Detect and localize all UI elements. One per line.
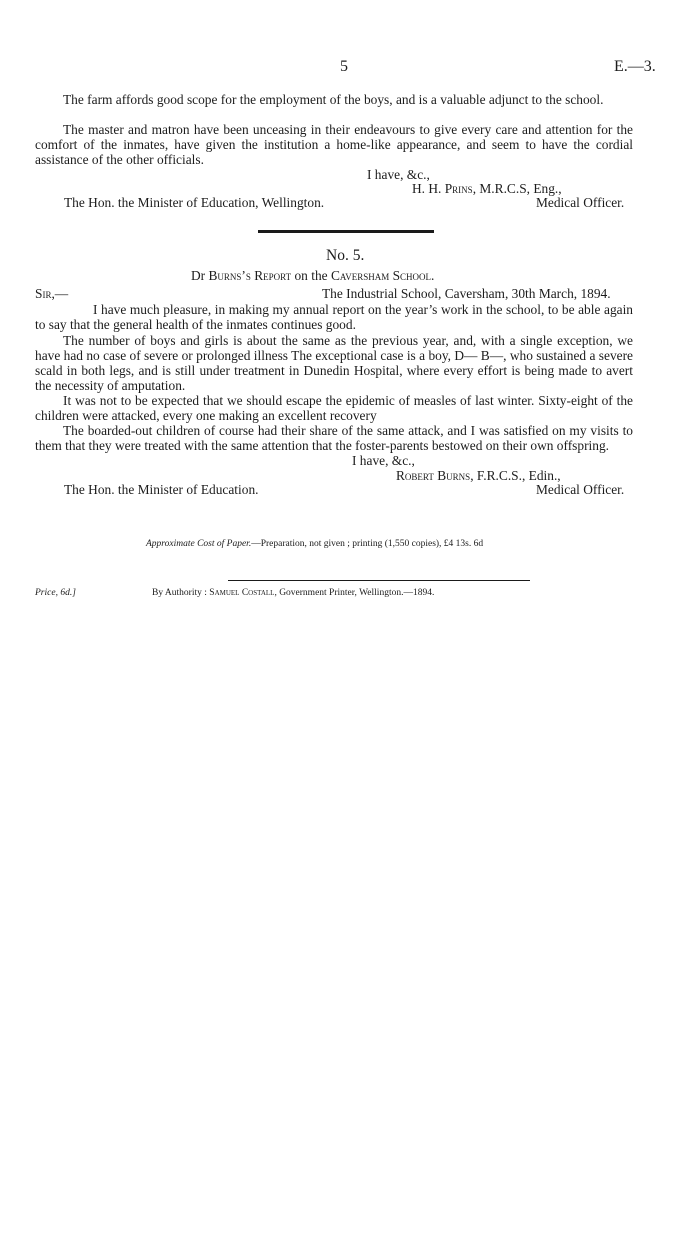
section-divider (258, 230, 434, 233)
closing-line: I have, &c., (367, 167, 430, 182)
salutation: Sir,— (35, 286, 69, 301)
dateline: The Industrial School, Caversham, 30th March, 1894. (322, 286, 611, 301)
report-number: No. 5. (326, 247, 365, 264)
signature-line-2: Robert Burns, F.R.C.S., Edin., (396, 468, 561, 483)
paragraph-illness: The number of boys and girls is about the same as the previous year, and, with a single exception, we have had no case of severe or prolonged illness The exceptional case is a boy, D— B—, who sustained a severe scald in both legs, and is still under treatment in Dunedin Hospital, where every effort is being made to avert the necessity of amputation. (35, 333, 633, 393)
paragraph-measles: It was not to be expected that we should escape the epidemic of measles of last winter. Sixty-eight of the children were attacked, every one making an excellent recovery (35, 393, 633, 423)
closing-line-2: I have, &c., (352, 453, 415, 468)
price-note: Price, 6d.] (35, 588, 76, 598)
printer-imprint: By Authority : Samuel Costall, Government Printer, Wellington.—1894. (152, 588, 435, 598)
signature-line: H. H. Prins, M.R.C.S, Eng., (412, 181, 562, 196)
document-code: E.—3. (614, 58, 656, 75)
paragraph-general-health: I have much pleasure, in making my annual report on the year’s work in the school, to be able again to say that the general health of the inmates continues good. (35, 302, 633, 332)
paragraph-farm: The farm affords good scope for the employment of the boys, and is a valuable adjunct to the school. (63, 92, 604, 107)
signer-role: Medical Officer. (536, 195, 625, 210)
addressee: The Hon. the Minister of Education, Wellington. (64, 195, 325, 210)
report-title: Dr Burns’s Report on the Caversham School. (191, 268, 435, 283)
cost-note: Approximate Cost of Paper.—Preparation, not given ; printing (1,550 copies), £4 13s. 6d (146, 539, 484, 549)
footer-divider (228, 580, 530, 581)
page-number: 5 (340, 58, 348, 75)
addressee-2: The Hon. the Minister of Education. (64, 482, 259, 497)
paragraph-master-matron: The master and matron have been unceasing in their endeavours to give every care and attention for the comfort of the inmates, have given the institution a home-like appearance, and seem to have the cordial assistance of the other officials. (35, 122, 633, 167)
paragraph-boarded-out: The boarded-out children of course had their share of the same attack, and I was satisfied on my visits to them that they were treated with the same attention that the foster-parents bestowed on their own offspring. (35, 423, 633, 453)
signer-role-2: Medical Officer. (536, 482, 625, 497)
